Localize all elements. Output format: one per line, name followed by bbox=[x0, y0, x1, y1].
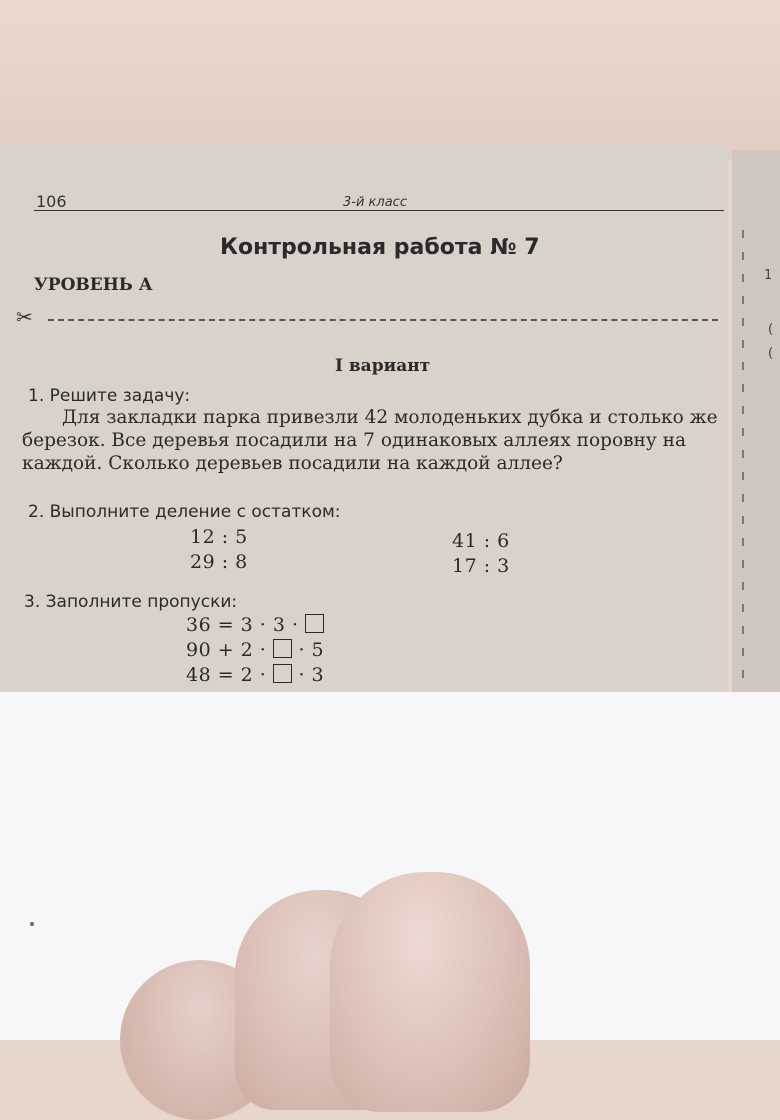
expression-text: · 5 bbox=[298, 639, 325, 661]
fill-blank-expression bbox=[186, 639, 324, 661]
blank-box bbox=[273, 664, 292, 683]
level-heading: УРОВЕНЬ А bbox=[34, 275, 153, 295]
adjacent-page-char: 1 bbox=[764, 268, 773, 283]
task-1-line bbox=[22, 406, 732, 429]
running-header: 3-й класс bbox=[343, 195, 407, 210]
division-expression: 41 : 6 bbox=[452, 530, 510, 552]
adjacent-cut-line bbox=[742, 230, 744, 690]
blank-box bbox=[273, 639, 292, 658]
task-1-line: березок. Все деревья посадили на 7 одинаковых аллеях поровну на bbox=[22, 430, 686, 451]
finger bbox=[330, 872, 530, 1112]
task-1-heading: 1. Решите задачу: bbox=[28, 386, 191, 406]
task-1-text bbox=[22, 406, 732, 475]
division-expression: 12 : 5 bbox=[190, 526, 248, 548]
blank-box bbox=[305, 614, 324, 633]
task-1-line-text: Для закладки парка привезли 42 молоденьких дубка и столько же bbox=[62, 407, 718, 428]
adjacent-page-char: ( bbox=[768, 322, 774, 337]
fill-blank-expression bbox=[186, 614, 324, 636]
task-2-heading: 2. Выполните деление с остатком: bbox=[28, 502, 341, 522]
expression-text: · 3 bbox=[298, 664, 325, 686]
adjacent-page-char: ( bbox=[768, 346, 774, 361]
division-expression: 29 : 8 bbox=[190, 551, 248, 573]
task-1-line: каждой. Сколько деревьев посадили на каждой аллее? bbox=[22, 453, 563, 474]
cut-line bbox=[48, 319, 718, 321]
page-title: Контрольная работа № 7 bbox=[220, 235, 540, 260]
variant-heading: I вариант bbox=[335, 356, 431, 376]
paper-speck bbox=[30, 922, 34, 926]
adjacent-page bbox=[732, 150, 780, 695]
expression-text: 48 = 2 · bbox=[186, 664, 267, 686]
scissors-icon: ✂ bbox=[16, 305, 33, 329]
task-3-heading: 3. Заполните пропуски: bbox=[24, 592, 238, 612]
background-wall bbox=[0, 0, 780, 160]
expression-text: 36 = 3 · 3 · bbox=[186, 614, 299, 636]
division-expression: 17 : 3 bbox=[452, 555, 510, 577]
expression-text: 90 + 2 · bbox=[186, 639, 267, 661]
fill-blank-expression bbox=[186, 664, 324, 686]
header-rule bbox=[34, 210, 724, 211]
page-number: 106 bbox=[36, 192, 67, 211]
